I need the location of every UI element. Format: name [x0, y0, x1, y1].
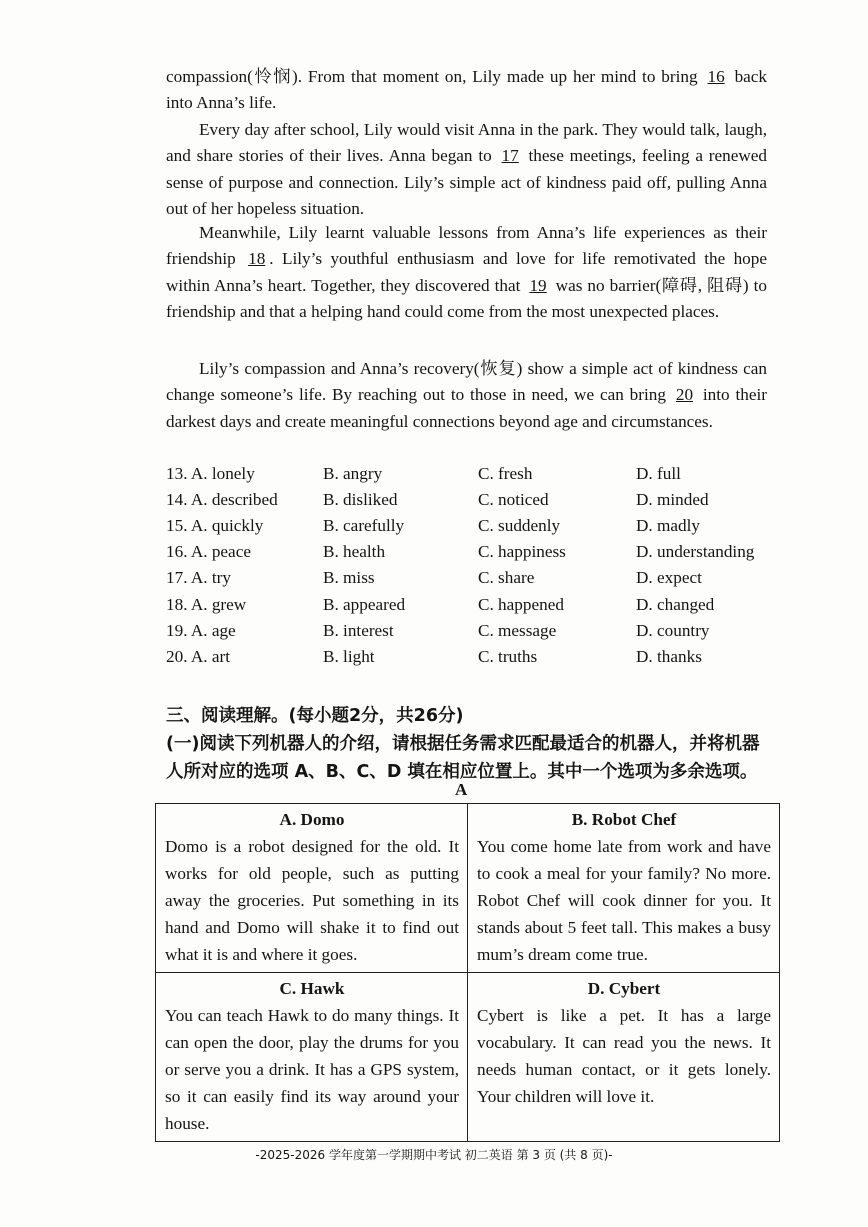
blank-16: 16 — [707, 67, 725, 86]
option-d: D. madly — [636, 516, 700, 535]
option-a: 15. A. quickly — [166, 516, 264, 535]
option-b: B. interest — [323, 621, 394, 640]
table-row — [156, 804, 780, 973]
passage-text: into their darkest days and create meaningful connections beyond age and circumstances. — [166, 385, 768, 431]
option-row-13 — [166, 464, 786, 490]
passage-text: compassion(怜悯). From that moment on, Lily made up her mind to bring — [166, 67, 698, 86]
option-d: D. changed — [636, 595, 715, 614]
robot-name: C. Hawk — [279, 979, 345, 998]
robots-table — [155, 803, 780, 1142]
option-d: D. full — [636, 464, 681, 483]
blank-18: 18 — [248, 249, 266, 269]
passage-text: Every day after school, Lily would visit Anna in the park. They would talk, laugh, and share stories of their lives. Anna began to — [166, 120, 767, 166]
option-d: D. understanding — [636, 542, 755, 561]
robot-description: Cybert is like a pet. It has a large vocabulary. It can read you the news. It needs human contact, or it gets lonely. Your children will love it. — [477, 1006, 771, 1106]
table-label: A — [455, 780, 468, 799]
option-d: D. minded — [636, 490, 709, 509]
option-b: B. appeared — [323, 595, 406, 614]
section-title: 三、阅读理解。(每小题2分，共26分) — [166, 706, 464, 726]
option-d: D. thanks — [636, 647, 702, 666]
option-row-14 — [166, 490, 786, 516]
option-row-18 — [166, 595, 786, 621]
option-c: C. truths — [478, 647, 538, 666]
passage-text: back into Anna’s life. — [166, 67, 768, 113]
passage-text: these meetings, feeling a renewed sense of purpose and connection. Lily’s simple act of kindness paid off, pulling Anna out of her hopeless situation. — [166, 146, 767, 218]
robot-description: Domo is a robot designed for the old. It works for old people, such as putting away the groceries. Put something in its hand and Domo will shake it to find out what it is and where it goes. — [165, 837, 459, 964]
option-c: C. share — [478, 568, 535, 587]
option-row-16 — [166, 542, 786, 568]
option-c: C. message — [478, 621, 557, 640]
option-a: 20. A. art — [166, 647, 230, 666]
passage-paragraph-1 — [166, 64, 767, 117]
option-row-20 — [166, 647, 786, 673]
option-a: 13. A. lonely — [166, 464, 255, 483]
blank-20: 20 — [675, 385, 694, 405]
option-a: 19. A. age — [166, 621, 236, 640]
option-c: C. suddenly — [478, 516, 561, 535]
option-b: B. miss — [323, 568, 375, 587]
robot-cell-robot-chef — [468, 804, 780, 973]
passage-paragraph-4 — [166, 356, 767, 435]
robot-cell-cybert — [468, 973, 780, 1142]
passage-text: Lily’s compassion and Anna’s recovery(恢复) show a simple act of kindness can change someone’s life. By reaching out to those in need, we can bring — [166, 359, 767, 405]
robot-cell-hawk — [156, 973, 468, 1142]
passage-text: was no barrier(障碍, 阻碍) to friendship and that a helping hand could come from the most unexpected places. — [166, 275, 768, 321]
passage-text: . Lily’s youthful enthusiasm and love for life remotivated the hope within Anna’s heart. Together, they discovered that — [166, 249, 767, 295]
option-c: C. happened — [478, 595, 564, 614]
section-instructions: (一)阅读下列机器人的介绍，请根据任务需求匹配最适合的机器人，并将机器人所对应的选项 A、B、C、D 填在相应位置上。其中一个选项为多余选项。 — [166, 734, 760, 782]
option-b: B. health — [323, 542, 386, 561]
option-b: B. angry — [323, 464, 383, 483]
page-footer: -2025-2026 学年度第一学期期中考试 初二英语 第 3 页 (共 8 页)- — [255, 1148, 613, 1162]
option-b: B. light — [323, 647, 375, 666]
blank-17: 17 — [501, 146, 519, 166]
passage-text: Meanwhile, Lily learnt valuable lessons from Anna’s life experiences as their friendship — [166, 223, 767, 269]
option-b: B. carefully — [323, 516, 405, 535]
option-c: C. noticed — [478, 490, 549, 509]
option-row-15 — [166, 516, 786, 542]
option-a: 14. A. described — [166, 490, 278, 509]
option-c: C. fresh — [478, 464, 533, 483]
option-row-19 — [166, 621, 786, 647]
passage-paragraph-2 — [166, 117, 767, 222]
robot-name: D. Cybert — [587, 979, 661, 998]
option-a: 18. A. grew — [166, 595, 247, 614]
option-d: D. country — [636, 621, 710, 640]
robot-name: A. Domo — [279, 810, 345, 829]
option-row-17 — [166, 568, 786, 594]
option-a: 16. A. peace — [166, 542, 251, 561]
passage-paragraph-3 — [166, 220, 767, 325]
option-c: C. happiness — [478, 542, 566, 561]
blank-19: 19 — [529, 275, 547, 295]
option-d: D. expect — [636, 568, 702, 587]
robot-cell-domo — [156, 804, 468, 973]
robot-name: B. Robot Chef — [571, 810, 677, 829]
option-a: 17. A. try — [166, 568, 231, 587]
robot-description: You come home late from work and have to cook a meal for your family? No more. Robot Chef will cook dinner for you. It stands about 5 feet tall. This makes a busy mum’s dream come true. — [477, 837, 771, 964]
option-b: B. disliked — [323, 490, 398, 509]
table-row — [156, 973, 780, 1142]
robot-description: You can teach Hawk to do many things. It can open the door, play the drums for you or serve you a drink. It has a GPS system, so it can easily find its way around your house. — [165, 1006, 459, 1133]
